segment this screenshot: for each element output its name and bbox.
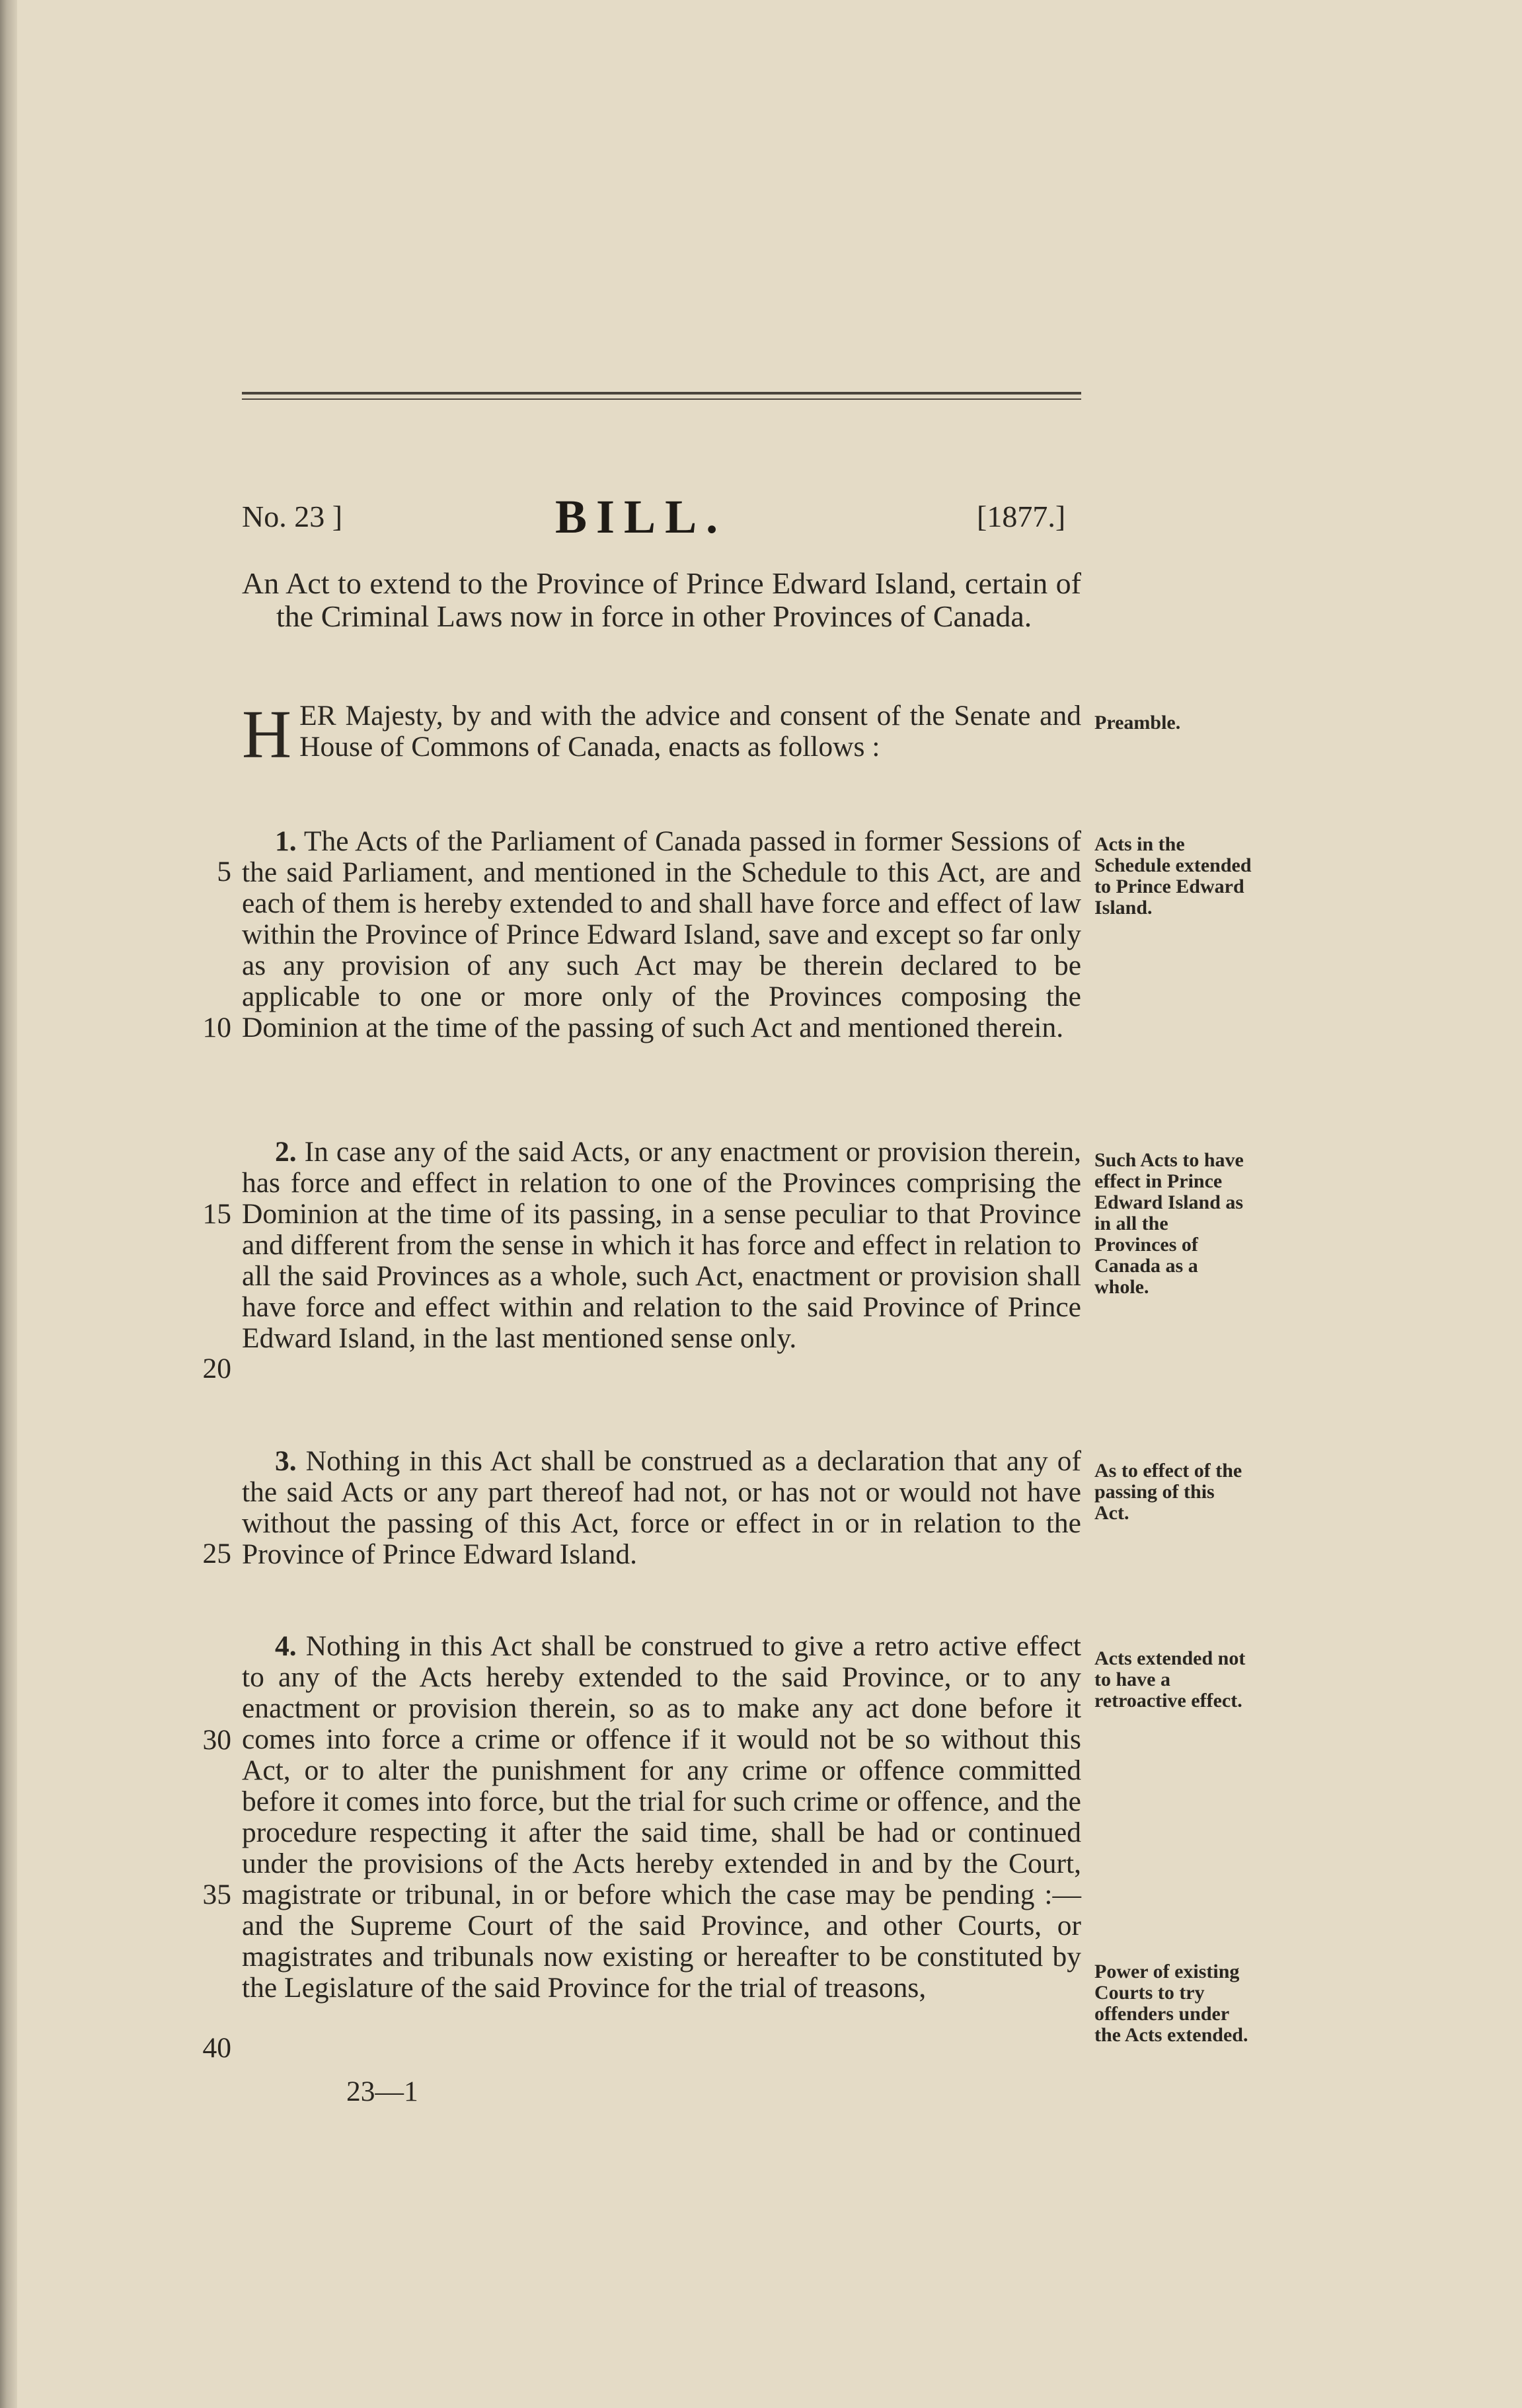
bill-year: [1877.] xyxy=(977,500,1066,533)
section-4 xyxy=(242,1631,1081,2004)
line-number: 10 xyxy=(202,1012,231,1043)
section-number: 4. xyxy=(275,1630,297,1662)
section-1 xyxy=(242,826,1081,1043)
enacting-clause-text: ER Majesty, by and with the advice and consent of the Senate and House of Commons of Canada, enacts as follows : xyxy=(299,700,1081,763)
enacting-clause xyxy=(242,696,1081,772)
section-number: 1. xyxy=(275,825,297,857)
marginal-note-section-3: As to effect of the passing of this Act. xyxy=(1094,1460,1242,1524)
section-text: Nothing in this Act shall be construed to give a retro active effect to any of the Acts hereby extended to the said Province, or to any enactment or provision therein, so as to make any act done before it comes into force a crime or offence if it would not be so without this Act, or to alter the punishment for any crime or offence committed before it comes into force, but the trial for such crime or offence, and the procedure respecting it after the said time, shall be had or continued under the provisions of the Acts hereby extended in and by the Court, magistrate or tribunal, in or before which the case may be pending :—and the Supreme Court of the said Province, and other Courts, or magistrates and tribunals now existing or hereafter to be constituted by the Legislature of the said Province for the trial of treasons, xyxy=(242,1630,1081,2004)
drop-cap: H xyxy=(242,696,292,772)
header-rule-top xyxy=(242,392,1081,395)
section-2 xyxy=(242,1137,1081,1354)
section-text: In case any of the said Acts, or any enactment or provision therein, has force and effect in relation to one of the Provinces comprising the Dominion at the time of its passing, in a sense peculiar to that Province and different from the sense in which it has force and effect in relation to all the said Provinces as a whole, such Act, enactment or provision shall have force and effect within and relation to the said Province of Prince Edward Island, in the last mentioned sense only. xyxy=(242,1136,1082,1354)
section-text: Nothing in this Act shall be construed as a declaration that any of the said Acts or any part thereof had not, or has not or would not have without the passing of this Act, force or effect in or in relation to the Province of Prince Edward Island. xyxy=(242,1445,1082,1570)
marginal-note-section-2: Such Acts to have effect in Prince Edward Island as in all the Provinces of Canada as a whole. xyxy=(1094,1149,1244,1298)
section-number: 2. xyxy=(275,1136,297,1168)
marginal-note-power-of-courts: Power of existing Courts to try offenders under the Acts extended. xyxy=(1094,1961,1248,2046)
marginal-note-section-1: Acts in the Schedule extended to Prince Edward Island. xyxy=(1094,833,1252,919)
bill-number: No. 23 ] xyxy=(242,500,343,533)
line-number: 15 xyxy=(202,1198,231,1230)
line-number: 40 xyxy=(202,2032,231,2064)
line-number: 35 xyxy=(202,1879,231,1910)
marginal-note-section-4: Acts extended not to have a retroactive effect. xyxy=(1094,1647,1246,1712)
page-edge xyxy=(0,0,17,2408)
section-number: 3. xyxy=(275,1445,297,1477)
line-number: 25 xyxy=(202,1538,231,1569)
line-number: 30 xyxy=(202,1724,231,1756)
bill-title: BILL. xyxy=(555,490,728,543)
section-text: The Acts of the Parliament of Canada passed in former Sessions of the said Parliament, and mentioned in the Schedule to this Act, are and each of them is hereby extended to and shall have force and effect of law within the Province of Prince Edward Island, save and except so far only as any provision of any such Act may be therein declared to be applicable to one or more only of the Provinces composing the Dominion at the time of the passing of such Act and mentioned therein. xyxy=(242,825,1081,1043)
long-title: An Act to extend to the Province of Prince Edward Island, certain of the Criminal Laws now in force in other Provinces of Canada. xyxy=(242,566,1081,633)
section-3 xyxy=(242,1446,1081,1570)
line-number: 20 xyxy=(202,1353,231,1384)
header-rule-bottom xyxy=(242,398,1081,400)
line-number: 5 xyxy=(217,856,231,887)
folio-signature: 23—1 xyxy=(346,2076,418,2107)
marginal-note-preamble: Preamble. xyxy=(1094,712,1181,734)
